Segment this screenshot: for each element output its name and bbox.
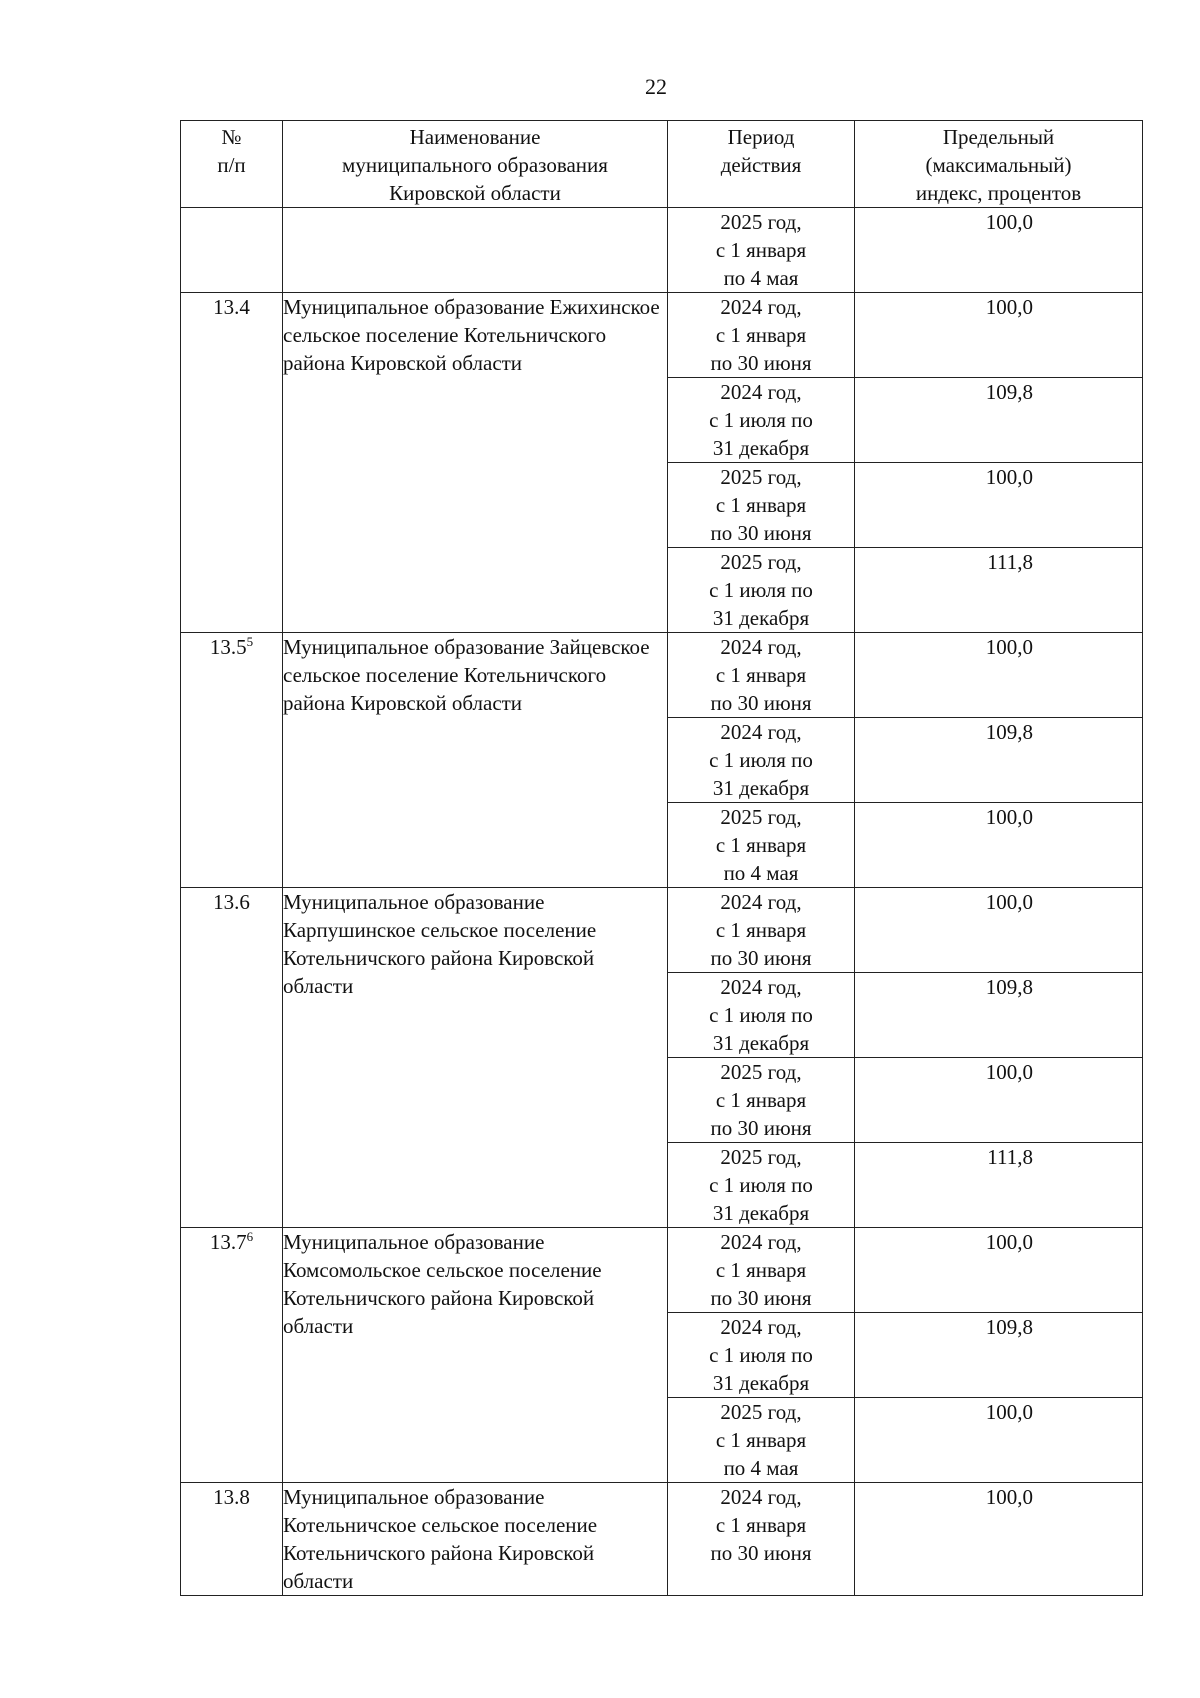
row-number: 13.8 — [213, 1485, 250, 1509]
row-number-cell — [181, 633, 283, 888]
index-value: 100,0 — [985, 465, 1033, 489]
index-cell — [855, 633, 1143, 718]
index-value: 111,8 — [987, 1145, 1033, 1169]
period-cell: 2025 год, с 1 января по 30 июня — [668, 463, 855, 548]
row-number-cell — [181, 1483, 283, 1596]
period-cell: 2025 год, с 1 июля по 31 декабря — [668, 548, 855, 633]
municipality-name: Муниципальное образование Карпушинское сельское поселение Котельничского района Кировской области — [283, 888, 668, 1228]
index-value: 109,8 — [985, 380, 1033, 404]
row-number: 13.7 — [209, 1230, 247, 1254]
header-cell-index: Предельный (максимальный) индекс, процентов — [855, 121, 1143, 208]
period-cell: 2024 год, с 1 января по 30 июня — [668, 633, 855, 718]
period-cell: 2025 год, с 1 июля по 31 декабря — [668, 1143, 855, 1228]
index-cell — [855, 1228, 1143, 1313]
index-value: 100,0 — [985, 1060, 1033, 1084]
index-value: 100,0 — [985, 295, 1033, 319]
row-number-cell — [181, 1228, 283, 1483]
index-cell — [855, 548, 1143, 633]
row-number-cell — [181, 293, 283, 633]
tariff-index-table — [180, 120, 1143, 1596]
index-cell — [855, 1143, 1143, 1228]
municipality-name: Муниципальное образование Котельничское сельское поселение Котельничского района Кировской области — [283, 1483, 668, 1596]
period-cell: 2024 год, с 1 января по 30 июня — [668, 888, 855, 973]
period-cell: 2025 год, с 1 января по 4 мая — [668, 803, 855, 888]
period-cell: 2024 год, с 1 января по 30 июня — [668, 1483, 855, 1596]
municipality-name — [283, 208, 668, 293]
index-cell — [855, 378, 1143, 463]
footnote-mark: 6 — [246, 1229, 254, 1244]
table-row — [181, 888, 1143, 973]
period-cell: 2024 год, с 1 января по 30 июня — [668, 1228, 855, 1313]
row-number: 13.5 — [209, 635, 247, 659]
index-cell — [855, 463, 1143, 548]
page-number: 22 — [645, 74, 667, 99]
table-body — [181, 208, 1143, 1596]
index-value: 109,8 — [985, 975, 1033, 999]
header-cell-period: Период действия — [668, 121, 855, 208]
footnote-mark: 5 — [246, 634, 254, 649]
header-cell-municipality: Наименование муниципального образования Кировской области — [283, 121, 668, 208]
period-cell: 2024 год, с 1 июля по 31 декабря — [668, 378, 855, 463]
index-cell — [855, 208, 1143, 293]
table-row — [181, 293, 1143, 378]
index-cell — [855, 803, 1143, 888]
index-value: 100,0 — [985, 635, 1033, 659]
period-cell: 2024 год, с 1 июля по 31 декабря — [668, 973, 855, 1058]
index-cell — [855, 293, 1143, 378]
period-cell: 2025 год, с 1 января по 4 мая — [668, 208, 855, 293]
period-cell: 2024 год, с 1 января по 30 июня — [668, 293, 855, 378]
header-cell-number: № п/п — [181, 121, 283, 208]
index-value: 100,0 — [985, 1230, 1033, 1254]
municipality-name: Муниципальное образование Зайцевское сельское поселение Котельничского района Кировской области — [283, 633, 668, 888]
index-value: 100,0 — [985, 1400, 1033, 1424]
row-number: 13.6 — [213, 890, 250, 914]
row-number-cell — [181, 888, 283, 1228]
index-cell — [855, 1398, 1143, 1483]
row-number: 13.4 — [213, 295, 250, 319]
period-cell: 2025 год, с 1 января по 4 мая — [668, 1398, 855, 1483]
index-value: 100,0 — [985, 890, 1033, 914]
period-cell: 2025 год, с 1 января по 30 июня — [668, 1058, 855, 1143]
index-cell — [855, 1313, 1143, 1398]
index-cell — [855, 1058, 1143, 1143]
index-cell — [855, 718, 1143, 803]
index-value: 109,8 — [985, 1315, 1033, 1339]
header-row — [181, 121, 1143, 208]
table-row — [181, 633, 1143, 718]
table-row — [181, 1483, 1143, 1596]
index-cell — [855, 888, 1143, 973]
table-header — [181, 121, 1143, 208]
municipality-name: Муниципальное образование Комсомольское сельское поселение Котельничского района Кировской области — [283, 1228, 668, 1483]
period-cell: 2024 год, с 1 июля по 31 декабря — [668, 718, 855, 803]
row-number-cell — [181, 208, 283, 293]
period-cell: 2024 год, с 1 июля по 31 декабря — [668, 1313, 855, 1398]
table-row — [181, 208, 1143, 293]
index-cell — [855, 973, 1143, 1058]
index-cell — [855, 1483, 1143, 1596]
municipality-name: Муниципальное образование Ежихинское сельское поселение Котельничского района Кировской области — [283, 293, 668, 633]
index-value: 111,8 — [987, 550, 1033, 574]
table-row — [181, 1228, 1143, 1313]
index-value: 109,8 — [985, 720, 1033, 744]
index-value: 100,0 — [985, 210, 1033, 234]
index-value: 100,0 — [985, 1485, 1033, 1509]
index-value: 100,0 — [985, 805, 1033, 829]
